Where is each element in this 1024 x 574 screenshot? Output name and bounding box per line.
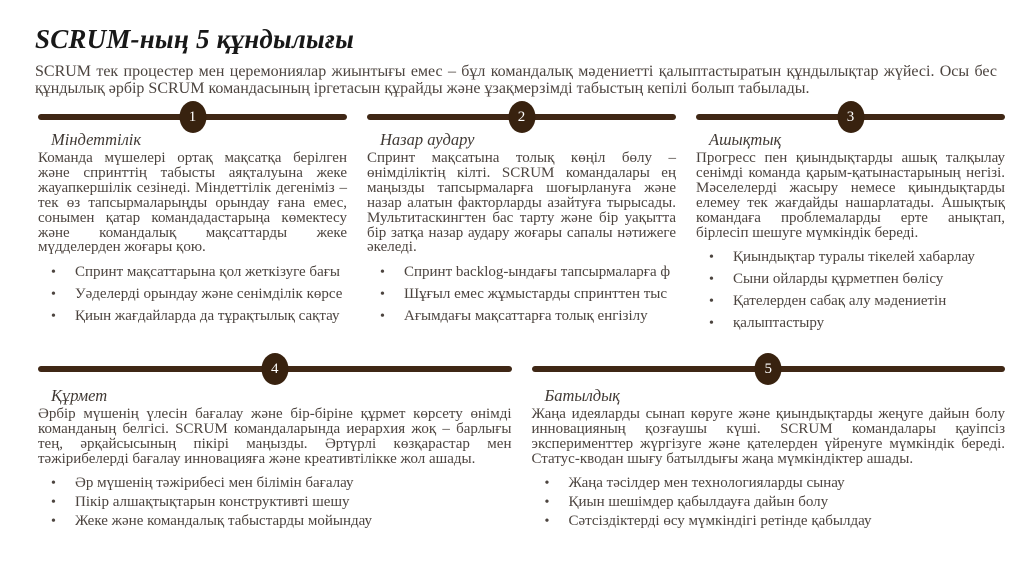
section-body: Команда мүшелері ортақ мақсатқа берілген және спринттің табысты аяқталуына жеке жауапкершілік сезінеді. Міндеттілік дегеніміз – тек өз тапсырмаларыңды орындау ғана емес, сонымен қатар командадастарыңа көмектесу және командалық мақсаттарды жеке мүдделерден жоғары қою.: [38, 150, 347, 256]
section-body: Спринт мақсатына толық көңіл бөлу – өнімділіктің кілті. SCRUM командалары ең маңызды тапсырмаларға шоғырлануға және назар алатын факторларды азайтуға тырысады. Мультитаскингтен бас тарту және бір уақытта бір затқа назар аудару жоғары сапалы нәтижеге әкеледі.: [367, 150, 676, 256]
bullet-item: • Әр мүшенің тәжірибесі мен білімін бағалау: [38, 476, 512, 491]
bullet-item: • Қиындықтар туралы тікелей хабарлау: [696, 250, 1005, 265]
section-body: Жаңа идеяларды сынап көруге және қиындықтарды жеңуге дайын болу инновацияның қозғаушы күші. SCRUM командалары қауіпсіз эксперименттер жүргізуге және қателерден үйренуге мүмкіндік береді. Статус-кводан шығу батылдығы жаңа мүмкіндіктер ашады.: [531, 406, 1005, 467]
intro-text: SCRUM тек процестер мен церемониялар жиынтығы емес – бұл командалық мәдениетті қалыптастыратын құндылықтар жүйесі. Осы бес құндылық әрбір SCRUM командасының іргетасын құрайды және ұзақмерзімді табыстың кепілі болып табылады.: [35, 63, 997, 97]
bullet-item: • Ағымдағы мақсаттарға толық енгізілу: [367, 309, 676, 324]
bullet-item: • Қателерден сабақ алу мәдениетін: [696, 294, 1005, 309]
bullet-item: • Сыни ойларды құрметпен бөлісу: [696, 272, 1005, 287]
step-marker-1: 1: [179, 101, 206, 133]
section-heading: Міндеттілік: [51, 130, 142, 149]
section-heading: Ашықтық: [709, 130, 782, 149]
timeline-segment-1: [38, 103, 347, 131]
bullet-item: • Уәделерді орындау және сенімділік көрсе: [38, 287, 347, 302]
section-courage: [532, 385, 1006, 533]
step-marker-2: 2: [508, 101, 535, 133]
bullet-item: • Шұғыл емес жұмыстарды спринттен тыс: [367, 287, 676, 302]
section-heading: Батылдық: [544, 386, 621, 405]
section-heading: Назар аудару: [380, 130, 475, 149]
timeline-segment-4: [38, 355, 512, 383]
step-marker-3: 3: [837, 101, 864, 133]
step-marker-5: 5: [755, 353, 782, 385]
section-heading: Құрмет: [51, 386, 108, 405]
bullet-item: • Қиын жағдайларда да тұрақтылық сақтау: [38, 309, 347, 324]
page-title: SCRUM-ның 5 құндылығы: [35, 24, 355, 54]
step-marker-4: 4: [261, 353, 288, 385]
bullet-item: • Сәтсіздіктерді өсу мүмкіндігі ретінде қабылдау: [532, 514, 1006, 529]
timeline-segment-3: [696, 103, 1005, 131]
section-body: Әрбір мүшенің үлесін бағалау және бір-біріне құрмет көрсету өнімді команданың белгісі. SCRUM командаларында иерархия жоқ – барлығы тең, әрқайсысының пікірі маңызды. Әртүрлі көзқарастар мен тәжірибелерді бағалау инновацияға және креативтілікке жол ашады.: [38, 406, 512, 467]
timeline-row-2: [38, 355, 1005, 383]
bullet-item: • Спринт backlog-ындағы тапсырмаларға ф: [367, 265, 676, 280]
bullet-list: [367, 265, 676, 324]
bullet-item: • Қиын шешімдер қабылдауға дайын болу: [532, 495, 1006, 510]
timeline-segment-2: [367, 103, 676, 131]
bullet-list: [38, 476, 512, 529]
bullet-list: [696, 250, 1005, 331]
values-row-bottom: [38, 385, 1005, 533]
section-commitment: [38, 129, 347, 341]
bullet-item: • Пікір алшақтықтарын конструктивті шешу: [38, 495, 512, 510]
timeline-row-1: [38, 103, 1005, 131]
bullet-item: • Жаңа тәсілдер мен технологияларды сынау: [532, 476, 1006, 491]
values-row-top: [38, 129, 1005, 341]
bullet-item: • қалыптастыру: [696, 316, 1005, 331]
section-body: Прогресс пен қиындықтарды ашық талқылау сенімді команда қарым-қатынастарының негізі. Мәселелерді жасыру немесе қиындықтарды елемеу тек жағдайды нашарлатады. Ашықтық командаға проблемаларды ерте анықтап, бірлесіп шешуге мүмкіндік береді.: [696, 150, 1005, 241]
bullet-list: [38, 265, 347, 324]
timeline-segment-5: [532, 355, 1006, 383]
bullet-item: • Спринт мақсаттарына қол жеткізуге бағы: [38, 265, 347, 280]
bullet-item: • Жеке және командалық табыстарды мойындау: [38, 514, 512, 529]
section-respect: [38, 385, 512, 533]
section-focus: [367, 129, 676, 341]
bullet-list: [532, 476, 1006, 529]
section-openness: [696, 129, 1005, 341]
